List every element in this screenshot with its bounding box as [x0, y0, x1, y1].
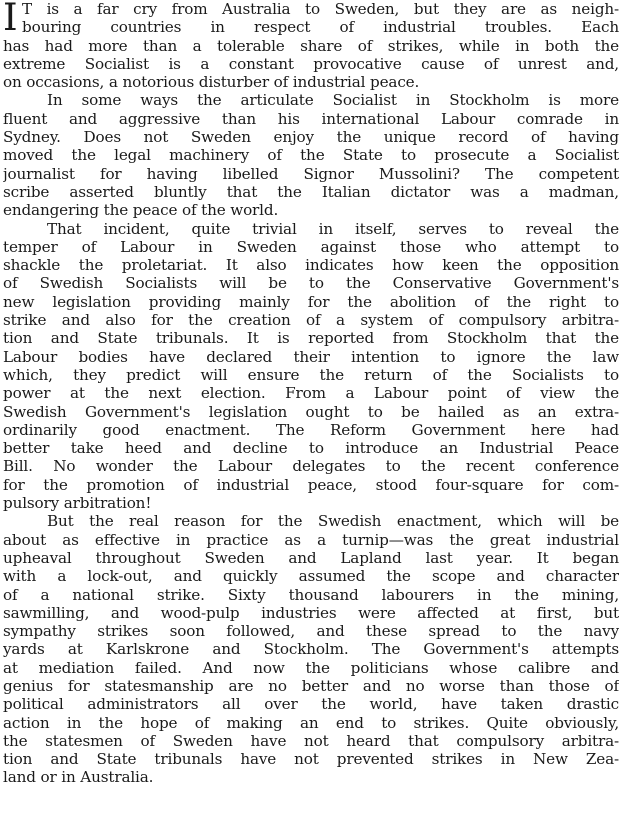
text-line: better take heed and decline to introduce an Industrial Peace [3, 439, 619, 458]
text-line: sawmilling, and wood-pulp industries were affected at first, but [3, 603, 619, 622]
text-line: scribe asserted bluntly that the Italian dictator was a madman, [3, 182, 619, 201]
text-line: fluent and aggressive than his international Labour comrade in [3, 109, 619, 128]
text-line: genius for statesmanship are no better and no worse than those of [3, 676, 619, 695]
paragraph [3, 0, 619, 91]
text-line: political administrators all over the world, have taken drastic [3, 695, 619, 714]
text-line: Bill. No wonder the Labour delegates to the recent conference [3, 457, 619, 476]
text-line: the statesmen of Sweden have not heard that compulsory arbitra- [3, 731, 619, 750]
text-line: strike and also for the creation of a system of compulsory arbitra- [3, 311, 619, 330]
text-line: with a lock-out, and quickly assumed the scope and character [3, 567, 619, 586]
text-line: In some ways the articulate Socialist in Stockholm is more [47, 91, 619, 110]
text-line: at mediation failed. And now the politicians whose calibre and [3, 658, 619, 677]
drop-cap: I [3, 0, 18, 39]
text-line: on occasions, a notorious disturber of industrial peace. [3, 73, 420, 92]
text-line: power at the next election. From a Labour point of view the [3, 384, 619, 403]
text-line: land or in Australia. [3, 768, 154, 787]
text-line: pulsory arbitration! [3, 494, 152, 513]
text-line: Swedish Government's legislation ought to be hailed as an extra- [3, 402, 619, 421]
text-line: of Swedish Socialists will be to the Conservative Government's [3, 274, 619, 293]
paragraph [3, 220, 619, 513]
text-line: yards at Karlskrone and Stockholm. The Government's attempts [3, 640, 619, 659]
text-line: Labour bodies have declared their intention to ignore the law [3, 347, 619, 366]
paragraph [3, 91, 619, 219]
paragraph [3, 512, 619, 786]
text-line: action in the hope of making an end to strikes. Quite obviously, [3, 713, 619, 732]
text-line: about as effective in practice as a turnip—was the great industrial [3, 530, 619, 549]
text-line: bouring countries in respect of industrial troubles. Each [22, 18, 619, 37]
text-line: tion and State tribunals have not prevented strikes in New Zea- [3, 750, 619, 769]
text-line: T is a far cry from Australia to Sweden, but they are as neigh- [22, 0, 619, 18]
text-line: of a national strike. Sixty thousand labourers in the mining, [3, 585, 619, 604]
text-line: sympathy strikes soon followed, and these spread to the navy [3, 622, 619, 641]
text-line: Sydney. Does not Sweden enjoy the unique record of having [3, 128, 619, 147]
text-line: journalist for having libelled Signor Mussolini? The competent [3, 164, 619, 183]
text-line: has had more than a tolerable share of strikes, while in both the [3, 36, 619, 55]
text-line: tion and State tribunals. It is reported from Stockholm that the [3, 329, 619, 348]
text-line: ordinarily good enactment. The Reform Government here had [3, 420, 619, 439]
text-line: new legislation providing mainly for the abolition of the right to [3, 292, 619, 311]
text-line: But the real reason for the Swedish enactment, which will be [47, 512, 619, 531]
text-line: endangering the peace of the world. [3, 201, 279, 220]
text-line: shackle the proletariat. It also indicates how keen the opposition [3, 256, 619, 275]
text-line: extreme Socialist is a constant provocative cause of unrest and, [3, 54, 619, 73]
text-line: upheaval throughout Sweden and Lapland last year. It began [3, 548, 619, 567]
article [3, 0, 619, 787]
text-line: which, they predict will ensure the return of the Socialists to [3, 365, 619, 384]
text-line: temper of Labour in Sweden against those who attempt to [3, 237, 619, 256]
text-line: moved the legal machinery of the State to prosecute a Socialist [3, 146, 619, 165]
text-line: That incident, quite trivial in itself, serves to reveal the [47, 219, 619, 238]
text-line: for the promotion of industrial peace, stood four-square for com- [3, 475, 619, 494]
